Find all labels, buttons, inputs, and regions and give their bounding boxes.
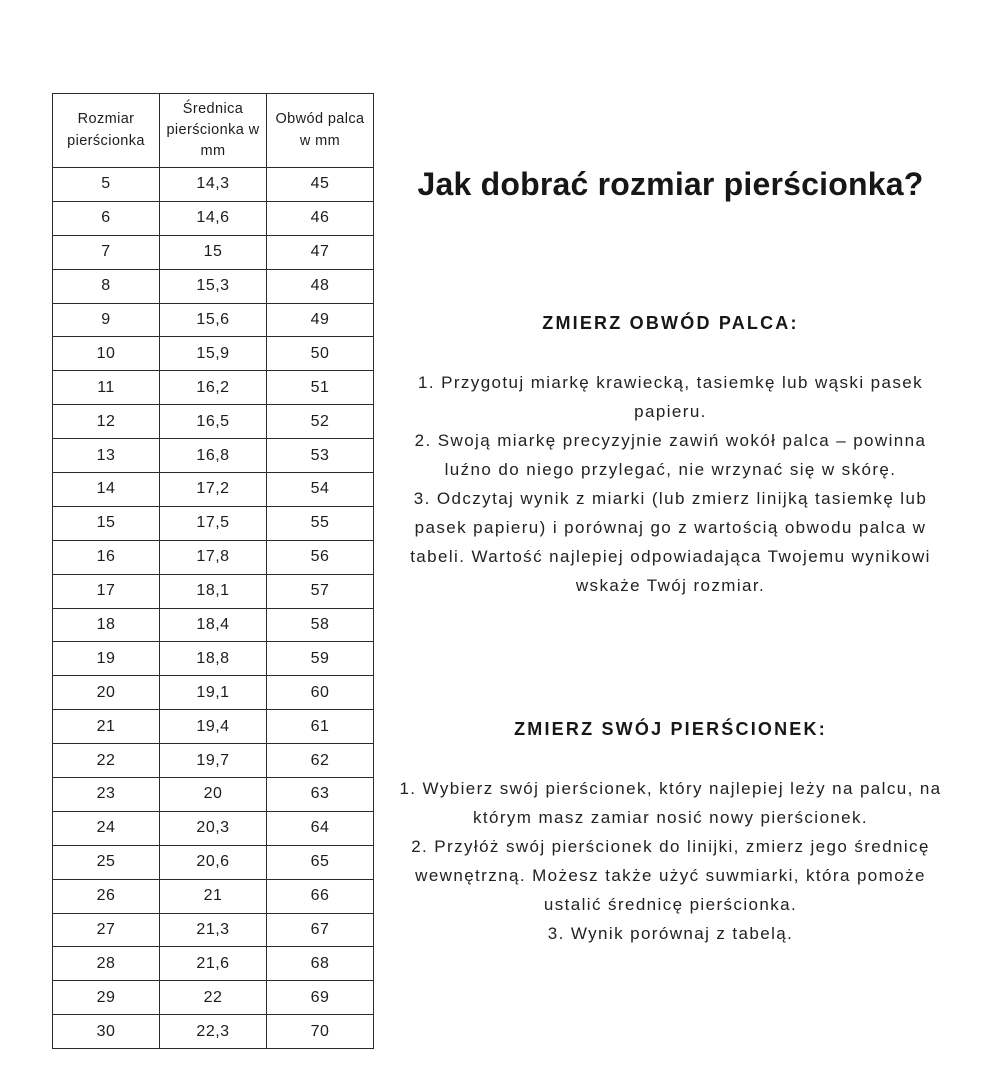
step-text: 3. Odczytaj wynik z miarki (lub zmierz linijką tasiemkę lub pasek papieru) i porównaj go z wartością obwodu palca w tabeli. Wartość najlepiej odpowiadająca Twojemu wynikowi wskaże Twój rozmiar.: [410, 489, 931, 595]
table-cell: 19,7: [160, 744, 267, 778]
table-row: [53, 642, 374, 676]
table-row: [53, 710, 374, 744]
table-cell: 55: [267, 506, 374, 540]
table-cell: 22,3: [160, 1015, 267, 1049]
table-cell: 6: [53, 201, 160, 235]
table-cell: 17: [53, 574, 160, 608]
table-cell: 27: [53, 913, 160, 947]
table-header-cell: Obwód palca w mm: [267, 94, 374, 168]
table-row: [53, 608, 374, 642]
table-cell: 18,1: [160, 574, 267, 608]
ring-size-table-container: [52, 93, 374, 1049]
table-cell: 16,5: [160, 405, 267, 439]
table-cell: 23: [53, 778, 160, 812]
table-cell: 18: [53, 608, 160, 642]
table-row: [53, 913, 374, 947]
table-row: [53, 744, 374, 778]
table-cell: 17,8: [160, 540, 267, 574]
section-steps: [398, 368, 943, 600]
table-row: [53, 337, 374, 371]
table-row: [53, 879, 374, 913]
instruction-section: [398, 719, 943, 948]
table-cell: 48: [267, 269, 374, 303]
table-row: [53, 540, 374, 574]
table-cell: 10: [53, 337, 160, 371]
table-cell: 12: [53, 405, 160, 439]
table-cell: 61: [267, 710, 374, 744]
table-cell: 17,2: [160, 473, 267, 507]
table-row: [53, 811, 374, 845]
table-cell: 22: [160, 981, 267, 1015]
table-cell: 7: [53, 235, 160, 269]
table-cell: 57: [267, 574, 374, 608]
table-cell: 30: [53, 1015, 160, 1049]
table-cell: 67: [267, 913, 374, 947]
table-cell: 14,3: [160, 168, 267, 202]
table-cell: 5: [53, 168, 160, 202]
table-cell: 14: [53, 473, 160, 507]
table-row: [53, 845, 374, 879]
table-cell: 50: [267, 337, 374, 371]
table-row: [53, 303, 374, 337]
table-cell: 68: [267, 947, 374, 981]
table-cell: 20,3: [160, 811, 267, 845]
table-cell: 18,4: [160, 608, 267, 642]
table-cell: 46: [267, 201, 374, 235]
table-cell: 29: [53, 981, 160, 1015]
table-row: [53, 371, 374, 405]
table-row: [53, 981, 374, 1015]
table-row: [53, 201, 374, 235]
table-cell: 20: [53, 676, 160, 710]
table-row: [53, 439, 374, 473]
table-row: [53, 168, 374, 202]
table-cell: 20,6: [160, 845, 267, 879]
table-cell: 45: [267, 168, 374, 202]
step-text: 2. Przyłóż swój pierścionek do linijki, zmierz jego średnicę wewnętrzną. Możesz także użyć suwmiarki, która pomoże ustalić średnicę pierścionka.: [411, 837, 930, 914]
table-cell: 26: [53, 879, 160, 913]
section-steps: [398, 774, 943, 948]
table-cell: 62: [267, 744, 374, 778]
table-cell: 58: [267, 608, 374, 642]
table-cell: 15: [160, 235, 267, 269]
table-cell: 21: [53, 710, 160, 744]
table-cell: 20: [160, 778, 267, 812]
table-cell: 24: [53, 811, 160, 845]
table-cell: 19,4: [160, 710, 267, 744]
table-header-cell: Średnica pierścionka w mm: [160, 94, 267, 168]
table-cell: 11: [53, 371, 160, 405]
table-cell: 56: [267, 540, 374, 574]
table-cell: 16: [53, 540, 160, 574]
table-cell: 51: [267, 371, 374, 405]
table-cell: 65: [267, 845, 374, 879]
table-row: [53, 235, 374, 269]
table-cell: 28: [53, 947, 160, 981]
ring-size-table: [52, 93, 374, 1049]
table-cell: 60: [267, 676, 374, 710]
table-cell: 69: [267, 981, 374, 1015]
table-cell: 18,8: [160, 642, 267, 676]
table-cell: 15,6: [160, 303, 267, 337]
table-header-row: [53, 94, 374, 168]
table-cell: 21,6: [160, 947, 267, 981]
table-row: [53, 947, 374, 981]
table-row: [53, 1015, 374, 1049]
table-row: [53, 676, 374, 710]
table-row: [53, 574, 374, 608]
table-cell: 17,5: [160, 506, 267, 540]
table-cell: 19,1: [160, 676, 267, 710]
table-cell: 21: [160, 879, 267, 913]
page-title: Jak dobrać rozmiar pierścionka?: [417, 166, 924, 202]
table-cell: 47: [267, 235, 374, 269]
table-cell: 54: [267, 473, 374, 507]
table-cell: 22: [53, 744, 160, 778]
table-row: [53, 778, 374, 812]
table-cell: 14,6: [160, 201, 267, 235]
table-cell: 63: [267, 778, 374, 812]
step-text: 2. Swoją miarkę precyzyjnie zawiń wokół palca – powinna luźno do niego przylegać, nie wrzynać się w skórę.: [414, 431, 927, 479]
table-cell: 53: [267, 439, 374, 473]
section-heading: ZMIERZ SWÓJ PIERŚCIONEK:: [514, 719, 827, 739]
table-cell: 16,8: [160, 439, 267, 473]
table-row: [53, 269, 374, 303]
table-cell: 52: [267, 405, 374, 439]
table-cell: 16,2: [160, 371, 267, 405]
table-cell: 19: [53, 642, 160, 676]
table-cell: 15: [53, 506, 160, 540]
table-row: [53, 506, 374, 540]
instruction-section: [398, 313, 943, 600]
table-cell: 25: [53, 845, 160, 879]
table-cell: 66: [267, 879, 374, 913]
size-table-body: [53, 168, 374, 1049]
step-text: 1. Przygotuj miarkę krawiecką, tasiemkę lub wąski pasek papieru.: [418, 373, 923, 421]
table-head: [53, 94, 374, 168]
step-text: 3. Wynik porównaj z tabelą.: [547, 924, 794, 943]
step-text: 1. Wybierz swój pierścionek, który najlepiej leży na palcu, na którym masz zamiar nosić nowy pierścionek.: [399, 779, 942, 827]
table-cell: 15,9: [160, 337, 267, 371]
table-header-cell: Rozmiar pierścionka: [53, 94, 160, 168]
section-heading: ZMIERZ OBWÓD PALCA:: [542, 313, 799, 333]
table-cell: 49: [267, 303, 374, 337]
table-cell: 15,3: [160, 269, 267, 303]
table-cell: 13: [53, 439, 160, 473]
table-cell: 64: [267, 811, 374, 845]
table-cell: 8: [53, 269, 160, 303]
table-cell: 70: [267, 1015, 374, 1049]
table-cell: 59: [267, 642, 374, 676]
table-cell: 21,3: [160, 913, 267, 947]
table-row: [53, 405, 374, 439]
table-cell: 9: [53, 303, 160, 337]
table-row: [53, 473, 374, 507]
